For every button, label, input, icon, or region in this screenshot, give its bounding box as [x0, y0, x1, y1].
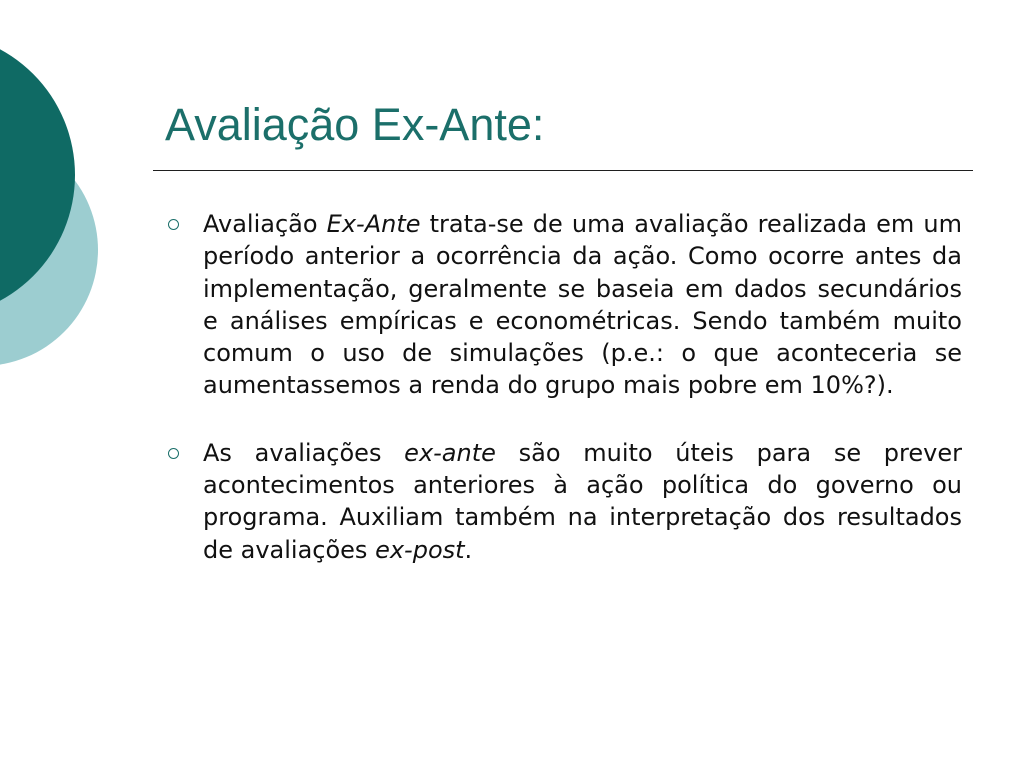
bullet-text [203, 210, 962, 399]
bullet-list [160, 208, 962, 601]
bullet-text-segment: As avaliações [203, 438, 405, 467]
title-divider [153, 170, 973, 171]
hollow-circle-bullet-icon [168, 448, 179, 459]
bullet-text-segment: são muito úteis para se prever acontecimentos anteriores à ação política do governo ou programa. Auxiliam também na interpretação dos resultados de avaliações [203, 438, 962, 564]
bullet-italic-term: Ex-Ante [326, 210, 421, 238]
bullet-text-segment: trata-se de uma avaliação realizada em um período anterior a ocorrência da ação. Como ocorre antes da implementação, geralmente se baseia em dados secundários e análises empíricas e econométricas. Sendo também muito comum o uso de simulações (p.e.: o que aconteceria se aumentassemos a renda do grupo mais pobre em 10%?). [203, 210, 962, 400]
decorative-circles [0, 0, 110, 420]
bullet-italic-term: ex-post [375, 535, 465, 564]
hollow-circle-bullet-icon [168, 219, 179, 230]
bullet-item [160, 437, 962, 566]
slide-title: Avaliação Ex-Ante: [165, 99, 545, 150]
bullet-italic-term: ex-ante [404, 438, 496, 467]
bullet-text-segment: . [464, 535, 473, 564]
bullet-item [160, 208, 962, 402]
bullet-text-segment: Avaliação [203, 210, 327, 238]
bullet-text [203, 439, 962, 564]
